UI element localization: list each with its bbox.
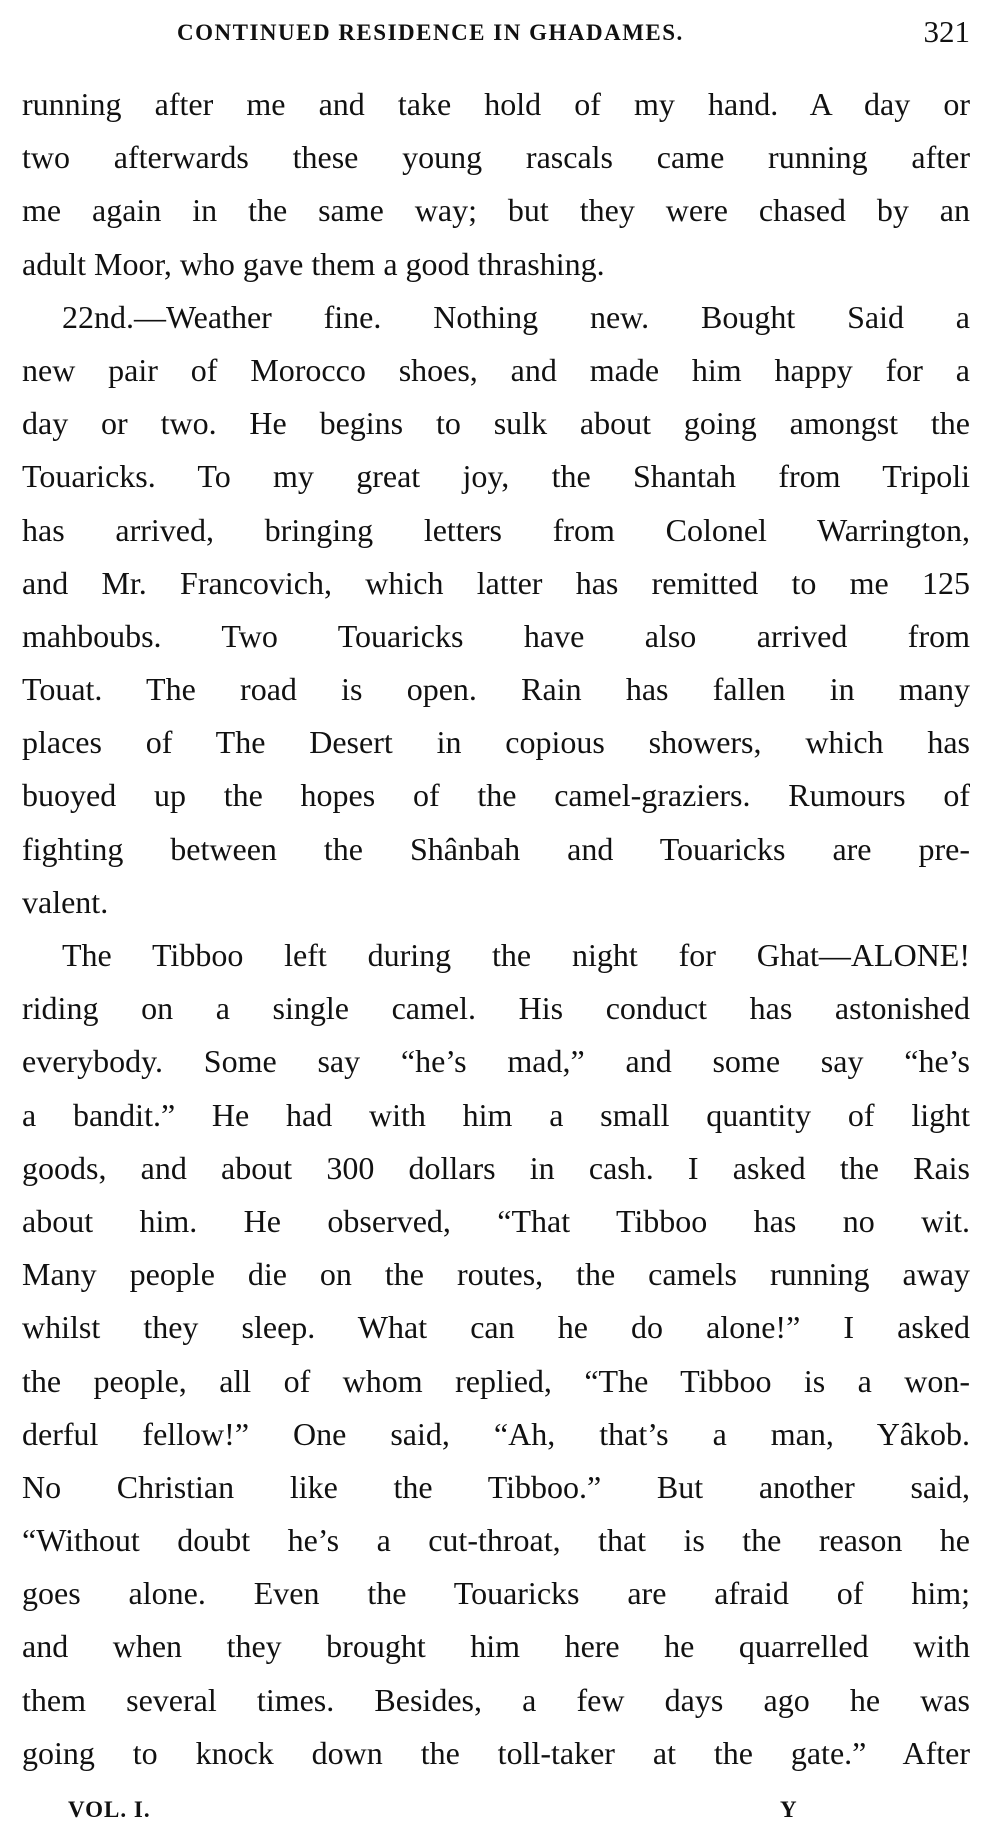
text-line: day or two. He begins to sulk about going amongst the [22,405,970,442]
page-header [22,14,970,54]
text-line: goes alone. Even the Touaricks are afraid of him; [22,1575,970,1612]
text-line: new pair of Morocco shoes, and made him happy for a [22,351,970,388]
text-line: Touat. The road is open. Rain has fallen in many [22,671,970,708]
page-footer [22,1797,970,1829]
body-text [22,78,970,1780]
page-number: 321 [923,14,970,49]
text-line: mahboubs. Two Touaricks have also arrived from [22,617,970,654]
text-line: has arrived, bringing letters from Colonel Warrington, [22,511,970,548]
text-line: “Without doubt he’s a cut-throat, that is the reason he [22,1522,970,1559]
text-line: buoyed up the hopes of the camel-graziers. Rumours of [22,777,970,814]
text-line: adult Moor, who gave them a good thrashing. [22,245,605,282]
text-line: 22nd.—Weather fine. Nothing new. Bought Said a [62,298,970,335]
text-line: two afterwards these young rascals came running after [22,139,970,176]
text-line: Many people die on the routes, the camels running away [22,1256,970,1293]
text-line: Touaricks. To my great joy, the Shantah from Tripoli [22,458,970,495]
text-line: The Tibboo left during the night for Ghat—ALONE! [62,937,970,973]
text-line: goods, and about 300 dollars in cash. I asked the Rais [22,1149,970,1186]
text-line: me again in the same way; but they were chased by an [22,192,970,229]
signature-mark: Y [780,1797,797,1822]
text-line: No Christian like the Tibboo.” But another said, [22,1468,970,1505]
text-line: going to knock down the toll-taker at the gate.” After [22,1734,970,1771]
text-line: a bandit.” He had with him a small quantity of light [22,1096,970,1133]
text-line: fighting between the Shânbah and Touaricks are pre- [22,830,970,867]
running-head: CONTINUED RESIDENCE IN GHADAMES. [177,20,684,45]
text-line: the people, all of whom replied, “The Tibboo is a won- [22,1362,970,1399]
volume-signature: VOL. I. [68,1797,151,1822]
text-line: them several times. Besides, a few days ago he was [22,1681,970,1718]
text-line: and Mr. Francovich, which latter has remitted to me 125 [22,564,970,601]
text-line: about him. He observed, “That Tibboo has no wit. [22,1202,970,1239]
text-line: whilst they sleep. What can he do alone!” I asked [22,1309,970,1346]
text-line: derful fellow!” One said, “Ah, that’s a man, Yâkob. [22,1415,970,1452]
text-line: places of The Desert in copious showers, which has [22,724,970,761]
text-line: and when they brought him here he quarrelled with [22,1628,970,1665]
text-line: riding on a single camel. His conduct has astonished [22,990,970,1027]
text-line: everybody. Some say “he’s mad,” and some say “he’s [22,1043,970,1080]
text-line: valent. [22,883,109,920]
text-line: running after me and take hold of my hand. A day or [22,86,970,122]
